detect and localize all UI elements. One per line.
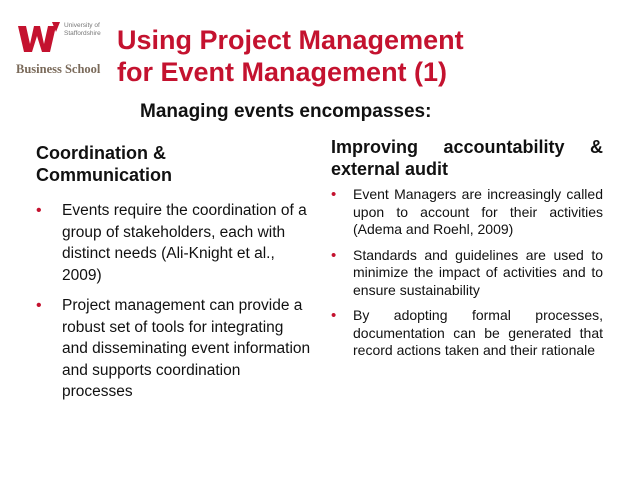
slide-title-line-2: for Event Management (1): [117, 57, 448, 87]
right-column-heading: Improving accountability & external audit: [331, 137, 603, 179]
list-item-text: Project management can provide a robust set of tools for integrating and disseminating event information and supports coordination processes: [62, 297, 311, 400]
bullet-icon: •: [36, 202, 42, 219]
list-item-text: Events require the coordination of a group of stakeholders, each with distinct needs (Ali-Knight et al., 2009): [62, 202, 307, 284]
list-item-text: Standards and guidelines are used to minimize the impact of activities and to ensure sustainability: [353, 246, 603, 298]
left-column-heading: [36, 142, 311, 186]
list-item-text: Event Managers are increasingly called upon to account for their activities (Adema and Roehl, 2009): [353, 186, 603, 237]
slide-subtitle: Managing events encompasses:: [140, 101, 432, 122]
bullet-icon: •: [331, 307, 337, 324]
list-item: [331, 247, 603, 300]
list-item: [331, 307, 603, 360]
slide-title-line-1: Using Project Management: [117, 25, 464, 55]
right-bullet-list: [331, 186, 603, 360]
list-item: [36, 295, 311, 403]
school-name: Business School: [16, 62, 101, 76]
university-logo: [16, 18, 111, 78]
left-heading-line-1: Coordination &: [36, 143, 166, 163]
bullet-icon: •: [331, 186, 337, 203]
bullet-icon: •: [331, 246, 337, 264]
list-item: [331, 186, 603, 239]
left-bullet-list: [36, 200, 311, 403]
list-item-text: By adopting formal processes, documentation can be generated that record actions taken and their rationale: [353, 307, 603, 358]
left-heading-line-2: Communication: [36, 165, 173, 185]
right-column: [331, 136, 603, 368]
left-column: [36, 142, 311, 412]
slide-title: [117, 24, 464, 88]
list-item: [36, 200, 311, 286]
university-crest-icon: [16, 18, 62, 58]
university-name: University of Staffordshire: [64, 22, 101, 37]
bullet-icon: •: [36, 297, 42, 314]
